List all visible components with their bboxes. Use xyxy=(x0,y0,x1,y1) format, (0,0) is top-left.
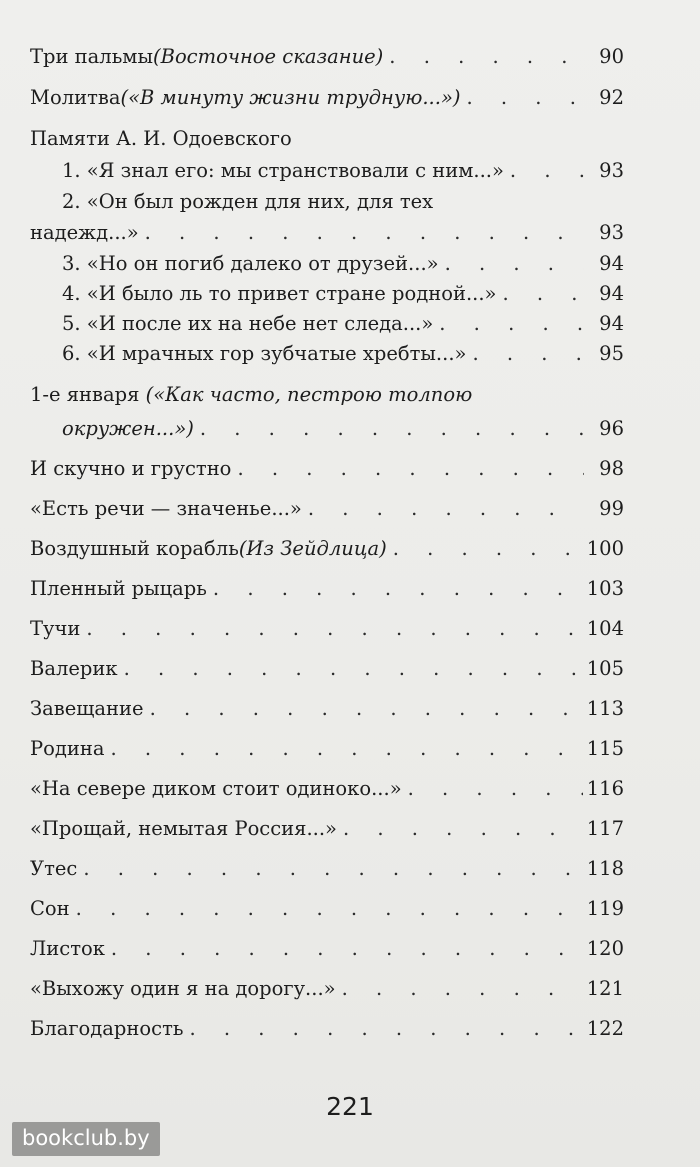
toc-entry xyxy=(30,189,624,246)
toc-title: И скучно и грустно xyxy=(30,457,232,480)
toc-page-number: 95 xyxy=(599,342,624,365)
leader-dots xyxy=(111,936,583,962)
toc-note: (Восточное сказание) xyxy=(153,45,384,68)
toc-title: 6. «И мрачных гор зубчатые хребты...» xyxy=(62,342,467,365)
toc-title: Памяти А. И. Одоевского xyxy=(30,127,292,150)
toc-entry xyxy=(30,382,624,442)
toc-entry xyxy=(30,616,624,642)
toc-title: «Прощай, немытая Россия...» xyxy=(30,817,337,840)
toc-entry xyxy=(30,736,624,762)
toc-page-number: 117 xyxy=(586,817,624,840)
toc-entry xyxy=(30,456,624,482)
toc-entry xyxy=(62,158,624,184)
toc-page-number: 105 xyxy=(586,657,624,680)
toc-page-number: 116 xyxy=(586,777,624,800)
leader-dots xyxy=(237,456,584,482)
toc-note: («Как часто, пестрою толпою xyxy=(145,383,473,406)
toc-entry xyxy=(30,976,624,1002)
toc-page-number: 122 xyxy=(586,1017,624,1040)
toc-title: Три пальмы xyxy=(30,45,153,68)
toc-page-number: 121 xyxy=(586,977,624,1000)
leader-dots xyxy=(445,251,584,277)
leader-dots xyxy=(408,776,583,802)
toc-page-number: 103 xyxy=(586,577,624,600)
toc-page-number: 113 xyxy=(586,697,624,720)
leader-dots xyxy=(213,576,583,602)
leader-dots xyxy=(343,816,583,842)
toc-page-number: 120 xyxy=(586,937,624,960)
toc-title: Листок xyxy=(30,937,105,960)
toc-entry xyxy=(30,1016,624,1042)
toc-title: 4. «И было ль то привет стране родной...» xyxy=(62,282,497,305)
page-number: 221 xyxy=(326,1092,374,1121)
toc-page-number: 93 xyxy=(599,159,624,182)
toc-title: Валерик xyxy=(30,657,118,680)
toc-page-number: 96 xyxy=(599,417,624,440)
toc-page-number: 98 xyxy=(599,457,624,480)
toc-title: Сон xyxy=(30,897,70,920)
toc-page-number: 90 xyxy=(599,45,624,68)
toc-page-number: 94 xyxy=(599,282,624,305)
leader-dots xyxy=(472,341,584,367)
toc-entry xyxy=(30,44,624,70)
toc-entry xyxy=(30,656,624,682)
toc-page-number: 119 xyxy=(586,897,624,920)
toc-page-number: 115 xyxy=(586,737,624,760)
toc-entry xyxy=(30,896,624,922)
toc-page-number: 118 xyxy=(586,857,624,880)
toc-entry xyxy=(30,496,624,522)
toc-title: 5. «И после их на небе нет следа...» xyxy=(62,312,434,335)
toc-title: 3. «Но он погиб далеко от друзей...» xyxy=(62,252,439,275)
toc-title: Воздушный корабль xyxy=(30,537,239,560)
leader-dots xyxy=(145,220,584,246)
toc-title-line xyxy=(30,382,624,408)
leader-dots xyxy=(389,44,584,70)
toc-page-number: 104 xyxy=(586,617,624,640)
toc-page-number: 94 xyxy=(599,312,624,335)
toc-title: «Есть речи — значенье...» xyxy=(30,497,302,520)
leader-dots xyxy=(86,616,582,642)
toc-entry xyxy=(30,576,624,602)
toc-entry xyxy=(62,251,624,277)
toc-entry xyxy=(62,341,624,367)
toc-note: (Из Зейдлица) xyxy=(238,537,387,560)
toc-title: «Выхожу один я на дорогу...» xyxy=(30,977,336,1000)
leader-dots xyxy=(83,856,582,882)
toc-title: Пленный рыцарь xyxy=(30,577,207,600)
toc-entry xyxy=(30,816,624,842)
toc-title: 1-е января xyxy=(30,383,146,406)
leader-dots xyxy=(342,976,583,1002)
toc-title: надежд...» xyxy=(30,221,139,244)
leader-dots xyxy=(510,158,584,184)
leader-dots xyxy=(200,416,584,442)
toc-title: «На севере диком стоит одиноко...» xyxy=(30,777,402,800)
toc-title: Молитва xyxy=(30,86,121,109)
toc-entry xyxy=(62,311,624,337)
leader-dots xyxy=(308,496,584,522)
toc-entry xyxy=(30,696,624,722)
toc-entry xyxy=(30,776,624,802)
leader-dots xyxy=(189,1016,582,1042)
toc-page-number: 92 xyxy=(599,86,624,109)
toc-title: Завещание xyxy=(30,697,144,720)
toc-page-number: 93 xyxy=(599,221,624,244)
leader-dots xyxy=(467,85,585,111)
toc-title: Тучи xyxy=(30,617,81,640)
toc-page-number: 99 xyxy=(599,497,624,520)
toc-page-number: 100 xyxy=(586,537,624,560)
toc-note: окружен...») xyxy=(62,417,194,440)
toc-title: Утес xyxy=(30,857,78,880)
watermark-logo: bookclub.by xyxy=(12,1122,160,1156)
toc-title: 1. «Я знал его: мы странствовали с ним...» xyxy=(62,159,504,182)
toc-entry xyxy=(30,936,624,962)
toc-entry xyxy=(30,85,624,111)
toc-note: («В минуту жизни трудную...») xyxy=(120,86,461,109)
leader-dots xyxy=(124,656,583,682)
toc-title-line: 2. «Он был рожден для них, для тех xyxy=(62,190,434,213)
toc-entry xyxy=(30,856,624,882)
toc-section-heading xyxy=(30,126,624,152)
leader-dots xyxy=(150,696,583,722)
leader-dots xyxy=(111,736,583,762)
toc-entry xyxy=(30,536,624,562)
table-of-contents xyxy=(30,44,624,1042)
toc-title: Благодарность xyxy=(30,1017,184,1040)
toc-entry xyxy=(62,281,624,307)
toc-title: Родина xyxy=(30,737,105,760)
leader-dots xyxy=(76,896,583,922)
leader-dots xyxy=(502,281,584,307)
toc-page-number: 94 xyxy=(599,252,624,275)
leader-dots xyxy=(393,536,583,562)
leader-dots xyxy=(439,311,584,337)
